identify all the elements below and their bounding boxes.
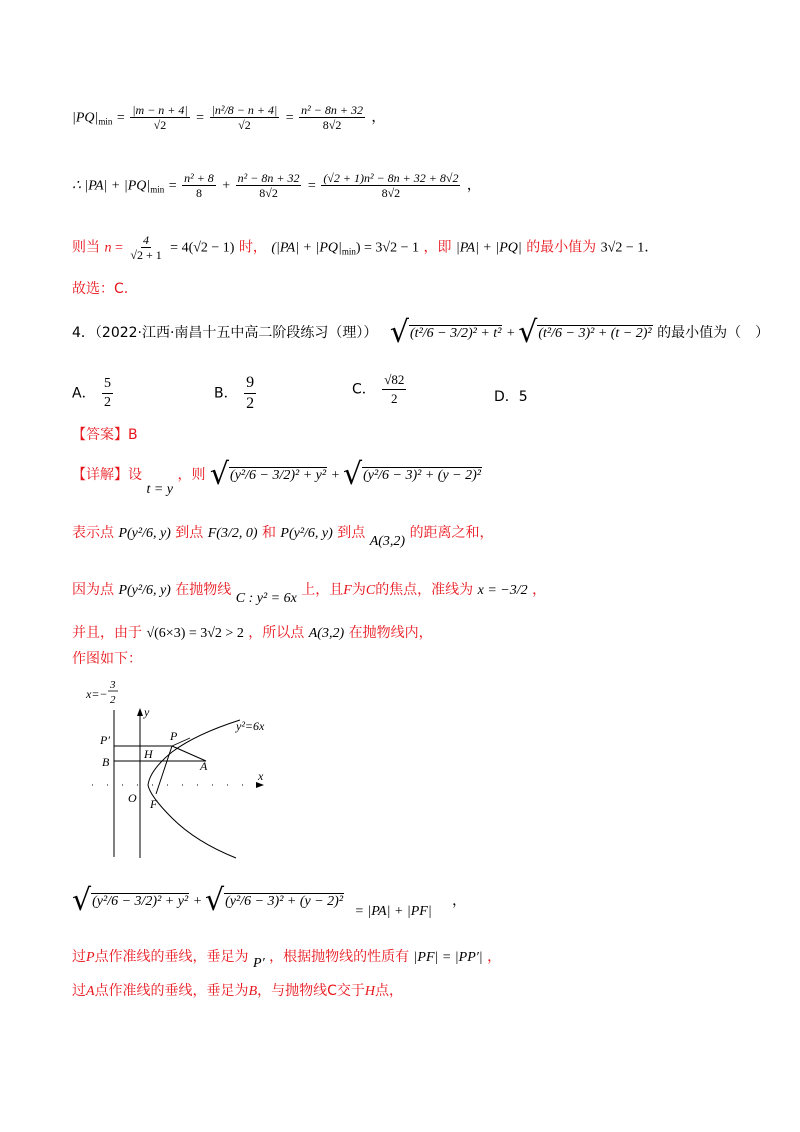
line-equals-sum: √(y²/6 − 3/2)² + y² + √(y²/6 − 3)² + (y − 2)² = |PA| + |PF| ， <box>72 883 467 919</box>
svg-text:2: 2 <box>110 694 116 706</box>
y-axis-label: y <box>144 705 150 719</box>
detail-label: 【详解】设 <box>72 467 142 483</box>
question-root-1: (t²/6 − 3/2)² + t² <box>410 326 502 341</box>
fraction: $\frac{\text{(√2 + 1)n² − 8n + 32 + 8√2}}{8√2}$ <box>323 171 459 200</box>
line-when-n: 则当 n = $\frac{4}{√2 + 1}$ = 4(√2 − 1) 时， $(|PA| + |PQ|_{min}) = 3√2 - 1$ ，即 |PA| + |PQ| 的最小值为 3√2 − 1. <box>72 233 649 262</box>
pq-symbol: |PQ| <box>72 110 99 126</box>
fraction: $\frac{|m - n + 4|}{√2}$ <box>132 103 188 132</box>
option-d[interactable]: D．5 <box>494 389 528 405</box>
line-moreover: 并且，由于 √(6×3) = 3√2 > 2 ，所以点 A(3,2) 在抛物线内， <box>72 625 433 641</box>
line-through-a: 过A点作准线的垂线，垂足为B，与抛物线C交于H点， <box>72 983 404 999</box>
question-root-2: (t²/6 − 3)² + (t − 2)² <box>538 326 652 341</box>
question-4: 4．（2022·江西·南昌十五中高二阶段练习（理）） √(t²/6 − 3/2)² + t² + √(t²/6 − 3)² + (t − 2)² 的最小值为（ ） <box>72 315 770 350</box>
svg-text:x=−: x=− <box>86 687 108 701</box>
line-represents: 表示点 P(y²/6, y) 到点 F(3/2, 0) 和 P(y²/6, y) 到点 A(3,2) 的距离之和， <box>72 525 494 549</box>
fraction: $\frac{\text{|n²/8 − n + 4|}}{√2}$ <box>211 103 278 132</box>
svg-text:3: 3 <box>110 679 116 691</box>
point-p-prime-label: P′ <box>100 733 110 747</box>
fraction: $\frac{\text{n² − 8n + 32}}{8√2}$ <box>301 103 363 132</box>
line-draw: 作图如下： <box>72 651 142 667</box>
detail-root-2: (y²/6 − 3)² + (y − 2)² <box>363 468 481 483</box>
option-c[interactable]: C． $\frac{√82}{2}$ <box>352 372 405 406</box>
directrix-label <box>85 679 118 706</box>
detail-root-1: (y²/6 − 3/2)² + y² <box>230 468 327 483</box>
curve-label: y²=6x <box>236 719 265 733</box>
min-subscript: min <box>98 116 113 127</box>
detail-line: 【详解】设 t = y ，则 √(y²/6 − 3/2)² + y² + √(y²/6 − 3)² + (y − 2)² <box>72 457 481 497</box>
parabola-curve <box>148 720 240 858</box>
fraction: $\frac{4}{√2 + 1}$ <box>130 233 162 262</box>
choose-c: 故选：C. <box>72 281 129 297</box>
fraction: $\frac{\text{n² + 8}}{8}$ <box>184 171 214 200</box>
point-f-label: F <box>150 797 158 811</box>
question-label: 4．（2022·江西·南昌十五中高二阶段练习（理）） <box>72 325 378 341</box>
point-h-label: H <box>144 747 153 761</box>
x-axis-label: x <box>258 769 264 783</box>
parabola-figure <box>84 672 304 862</box>
option-a[interactable]: A． $\frac{5}{2}$ <box>72 376 112 410</box>
fraction: $\frac{\text{n² − 8n + 32}}{8√2}$ <box>237 171 300 200</box>
point-a-label: A <box>200 759 208 773</box>
point-b-label: B <box>102 755 110 769</box>
line-through-p: 过P点作准线的垂线，垂足为 P′ ，根据抛物线的性质有 |PF| = |PP′| ， <box>72 949 502 971</box>
answer-label: 【答案】B <box>72 427 138 443</box>
option-b[interactable]: B． $\frac{9}{2}$ <box>214 374 255 412</box>
line-pq-min: $|PQ|_{min}$ = $\frac{|m - n + 4|}{√2}$ = $\frac{\text{|n²/8 − n + 4|}}{√2}$ = $\frac{\text{n² − 8n + 32}}{8√2}$ ， <box>72 103 386 132</box>
line-sum-min: ∴ $|PA| + |PQ|_{min}$ = $\frac{\text{n² + 8}}{8}$ + $\frac{\text{n² − 8n + 32}}{8√2}$ = $\frac{\text{(√2 + 1)n² − 8n + 32 + 8√2}}{8√2}$ ， <box>72 171 481 200</box>
origin-label: O <box>128 791 137 805</box>
line-because: 因为点 P(y²/6, y) 在抛物线 C : y² = 6x 上，且F为C的焦点，准线为 x = −3/2 ， <box>72 582 547 606</box>
sum-lhs: ∴ |PA| + |PQ| <box>72 178 151 194</box>
point-p-label: P <box>170 729 178 743</box>
